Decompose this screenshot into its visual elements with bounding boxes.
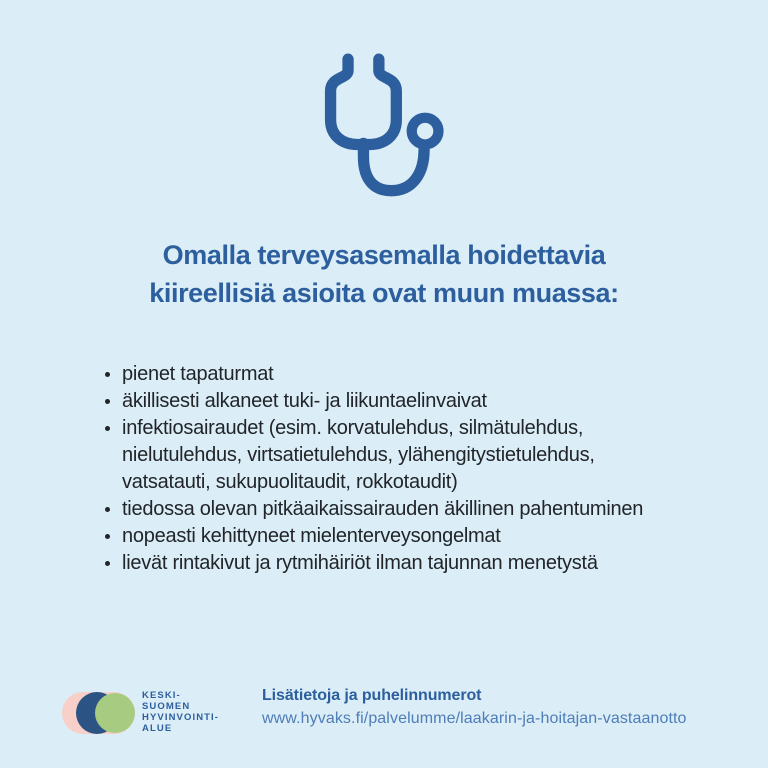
list-item (122, 415, 745, 496)
list-item (122, 523, 745, 550)
list-item-line: • infektiosairaudet (esim. korvatulehdus, silmätulehdus, (122, 417, 584, 439)
list-item-line: nielutulehdus, virtsatietulehdus, ylähengitystietulehdus, (122, 444, 595, 466)
logo-wordmark-line: HYVINVOINTI- (142, 712, 220, 723)
brand-logo (62, 692, 135, 734)
list-item-line: • äkillisesti alkaneet tuki- ja liikuntaelinvaivat (122, 390, 487, 412)
page-title-line-2: kiireellisiä asioita ovat muun muassa: (149, 278, 619, 308)
symptom-list (100, 361, 745, 577)
list-item-line: • tiedossa olevan pitkäaikaissairauden äkillinen pahentuminen (122, 498, 644, 520)
list-item (122, 361, 745, 388)
page-title-line-1: Omalla terveysasemalla hoidettavia (162, 240, 606, 270)
list-item-line: vatsatauti, sukupuolitaudit, rokkotaudit) (122, 471, 458, 493)
list-item-line: • pienet tapaturmat (122, 363, 274, 385)
list-item-line: • nopeasti kehittyneet mielenterveysongelmat (122, 525, 501, 547)
list-item (122, 496, 745, 523)
logo-wordmark-line: KESKI- (142, 690, 181, 701)
footer-info-url: www.hyvaks.fi/palvelumme/laakarin-ja-hoitajan-vastaanotto (262, 710, 687, 727)
list-item (122, 550, 745, 577)
icon-area (0, 52, 768, 202)
page-title (0, 236, 768, 312)
logo-green-circle (95, 693, 135, 733)
stethoscope-icon (322, 52, 446, 202)
symptom-list-area (100, 361, 745, 577)
logo-wordmark-line: SUOMEN (142, 701, 191, 712)
list-item-line: • lievät rintakivut ja rytmihäiriöt ilman tajunnan menetystä (122, 552, 598, 574)
footer-info-title: Lisätietoja ja puhelinnumerot (262, 687, 482, 704)
list-item (122, 388, 745, 415)
logo-wordmark-line: ALUE (142, 723, 173, 734)
logo-wordmark (142, 690, 219, 734)
